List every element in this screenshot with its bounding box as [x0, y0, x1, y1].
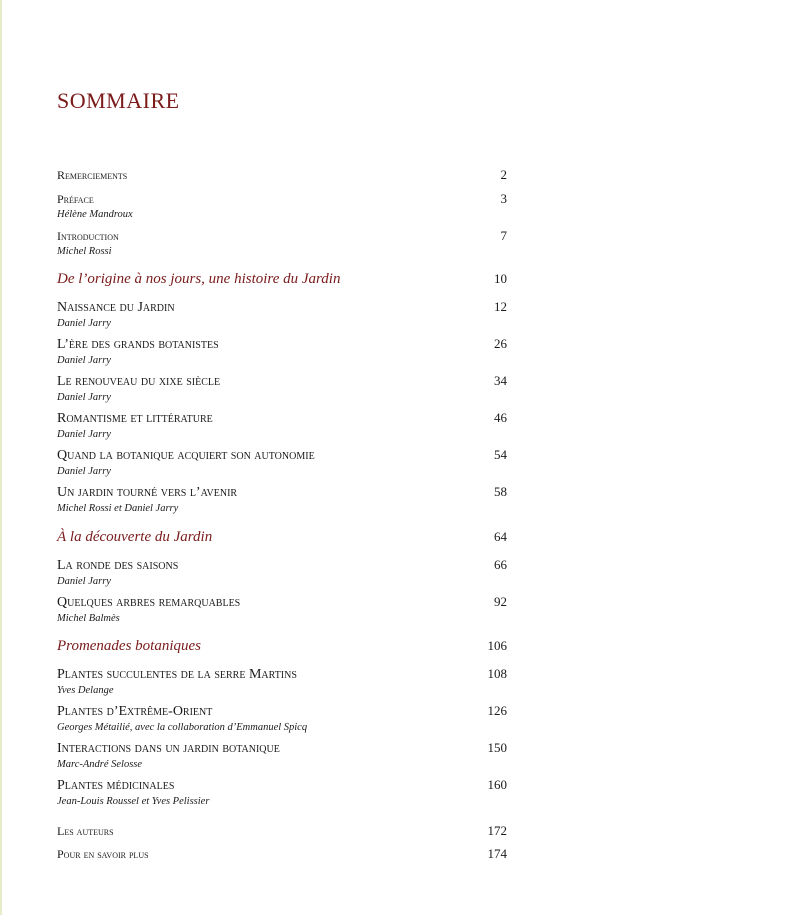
- toc-author: Daniel Jarry: [57, 318, 111, 329]
- toc-page-number: 10: [494, 271, 507, 286]
- toc-entry-label: Remerciements: [57, 168, 128, 182]
- toc-author: Marc-André Selosse: [57, 759, 143, 770]
- section-title: Promenades botaniques: [57, 638, 202, 654]
- section-title: À la découverte du Jardin: [57, 529, 213, 545]
- toc-chapter-label: Plantes médicinales: [57, 778, 175, 793]
- toc-chapter-label: Plantes succulentes de la serre Martins: [57, 667, 297, 682]
- toc-page-number: 34: [494, 373, 507, 388]
- toc-chapter-label: Quelques arbres remarquables: [57, 595, 241, 610]
- toc-author: Daniel Jarry: [57, 576, 111, 587]
- toc-author: Georges Métailié, avec la collaboration d’Emmanuel Spicq: [57, 722, 308, 733]
- toc-entry-les-auteurs[interactable]: [57, 823, 507, 839]
- toc-entry-label: Introduction: [57, 229, 119, 243]
- toc-chapter[interactable]: [57, 777, 507, 808]
- toc-author: Daniel Jarry: [57, 355, 111, 366]
- toc-author: Hélène Mandroux: [57, 209, 133, 220]
- page-edge-rule: [0, 0, 2, 915]
- toc-chapter[interactable]: [57, 666, 507, 697]
- toc-chapter-label: L’ère des grands botanistes: [57, 337, 219, 352]
- section-title: De l’origine à nos jours, une histoire du Jardin: [57, 271, 341, 287]
- toc-chapter[interactable]: [57, 594, 507, 625]
- toc-author: Daniel Jarry: [57, 392, 111, 403]
- toc-entry-preface[interactable]: [57, 191, 507, 221]
- toc-page-number: 3: [500, 191, 507, 206]
- toc-page-number: 2: [500, 167, 507, 182]
- toc-author: Yves Delange: [57, 685, 114, 696]
- toc-chapter-label: Plantes d’Extrême-Orient: [57, 704, 213, 719]
- toc-chapter-label: Interactions dans un jardin botanique: [57, 741, 280, 756]
- toc-chapter-label: Le renouveau du xixe siècle: [57, 374, 221, 389]
- toc-page-number: 12: [494, 299, 507, 314]
- toc-author: Michel Balmès: [57, 613, 120, 624]
- toc-section-heading[interactable]: [57, 529, 507, 546]
- toc-page-number: 92: [494, 594, 507, 609]
- toc-page-number: 58: [494, 484, 507, 499]
- toc-chapter-label: Naissance du Jardin: [57, 300, 175, 315]
- toc-page-number: 174: [487, 846, 507, 861]
- toc-page-number: 64: [494, 529, 507, 544]
- toc-chapter[interactable]: [57, 703, 507, 734]
- toc-page-number: 66: [494, 557, 507, 572]
- toc-chapter[interactable]: [57, 336, 507, 367]
- toc-author: Michel Rossi: [57, 246, 112, 257]
- toc-chapter[interactable]: [57, 373, 507, 404]
- toc-author: Daniel Jarry: [57, 466, 111, 477]
- toc-chapter[interactable]: [57, 410, 507, 441]
- toc-entry-remerciements[interactable]: [57, 167, 507, 183]
- toc-page-number: 108: [487, 666, 507, 681]
- toc-chapter[interactable]: [57, 447, 507, 478]
- toc-chapter-label: Quand la botanique acquiert son autonomie: [57, 448, 315, 463]
- toc-chapter-label: Un jardin tourné vers l’avenir: [57, 485, 238, 500]
- toc-page-number: 150: [487, 740, 507, 755]
- toc-section-heading[interactable]: [57, 638, 507, 655]
- toc-page-number: 126: [487, 703, 507, 718]
- toc-chapter[interactable]: [57, 299, 507, 330]
- toc-page-number: 172: [487, 823, 507, 838]
- toc-chapter[interactable]: [57, 740, 507, 771]
- toc-entry-introduction[interactable]: [57, 228, 507, 258]
- toc-entry-label: Préface: [57, 192, 94, 206]
- toc-chapter-label: Romantisme et littérature: [57, 411, 213, 426]
- toc-chapter[interactable]: [57, 557, 507, 588]
- toc-author: Jean-Louis Roussel et Yves Pelissier: [57, 796, 210, 807]
- toc-page-number: 26: [494, 336, 507, 351]
- toc-chapter-label: La ronde des saisons: [57, 558, 179, 573]
- toc-page-number: 7: [500, 228, 507, 243]
- toc-chapter[interactable]: [57, 484, 507, 515]
- toc-author: Daniel Jarry: [57, 429, 111, 440]
- toc-page-number: 46: [494, 410, 507, 425]
- toc-page-number: 160: [487, 777, 507, 792]
- toc-author: Michel Rossi et Daniel Jarry: [57, 503, 179, 514]
- toc-section-heading[interactable]: [57, 271, 507, 288]
- toc-entry-pour-en-savoir-plus[interactable]: [57, 846, 507, 862]
- toc-entry-label: Pour en savoir plus: [57, 847, 149, 861]
- toc-page-number: 106: [487, 638, 507, 653]
- page-title: SOMMAIRE: [57, 88, 180, 113]
- toc-entry-label: Les auteurs: [57, 824, 114, 838]
- toc-page-number: 54: [494, 447, 507, 462]
